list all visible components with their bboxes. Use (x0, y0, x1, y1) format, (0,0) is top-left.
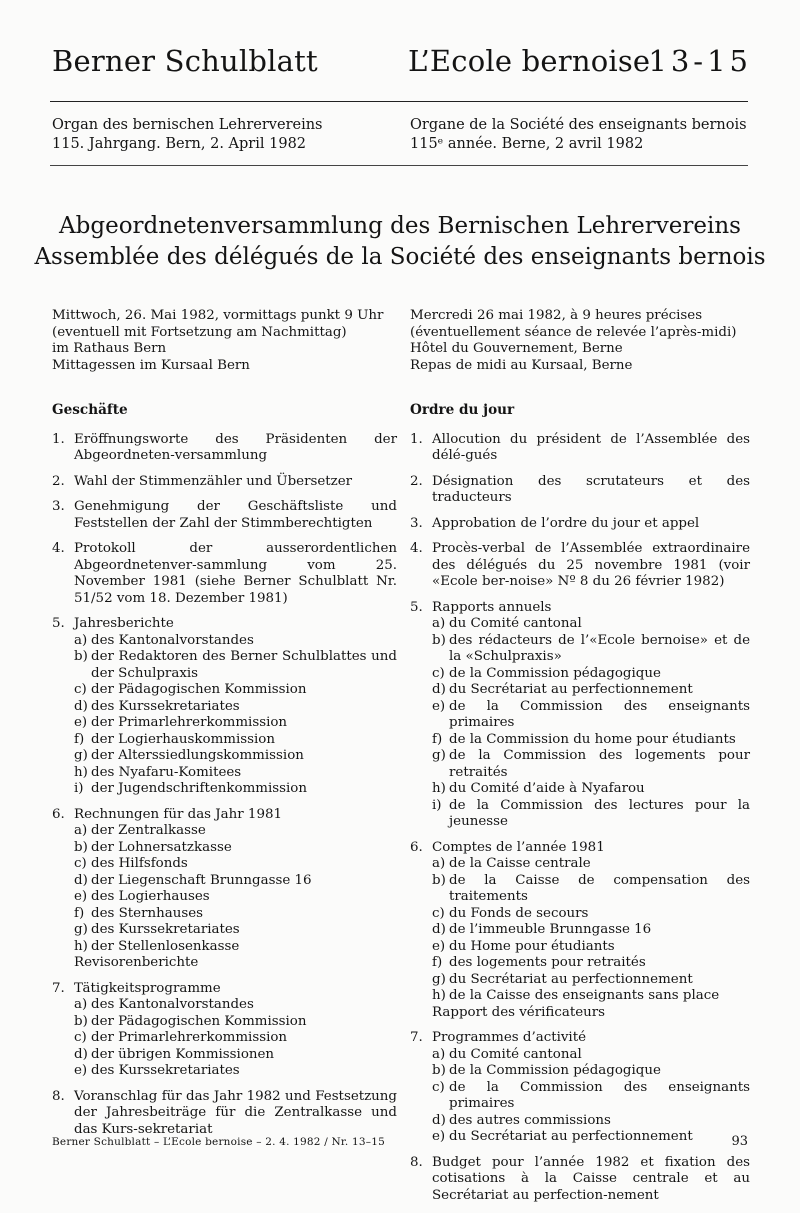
agenda-subitem-letter: a) (74, 632, 88, 648)
agenda-subitem-text: du Home pour étudiants (449, 938, 615, 954)
agenda-subitem (432, 748, 750, 781)
masthead (52, 44, 752, 98)
agenda-item-text: Budget pour l’année 1982 et fixation des cotisations à la Caisse centrale et au Secrétariat au perfection-nement (432, 1154, 750, 1203)
agenda-subitem-letter: a) (432, 616, 446, 631)
agenda-subitems (74, 823, 397, 955)
agenda-item-text: Comptes de l’année 1981 (432, 839, 605, 855)
subheader-de-line2: 115. Jahrgang. Bern, 2. April 1982 (52, 136, 307, 152)
agenda-subitem (432, 922, 750, 939)
agenda-subitem (432, 798, 750, 831)
agenda-subitem (432, 666, 750, 683)
agenda-subitem (432, 781, 750, 798)
agenda-subitem-text: der Stellenlosenkasse (91, 938, 240, 954)
agenda-subitem (74, 699, 397, 716)
agenda-subitem (74, 939, 397, 956)
agenda-subitem (74, 873, 397, 890)
agenda-item-number: 5. (410, 599, 423, 615)
agenda-item (52, 981, 397, 1080)
agenda-subitem (432, 616, 750, 633)
agenda-subitem (432, 1080, 750, 1113)
agenda-item-text: Wahl der Stimmenzähler und Übersetzer (74, 473, 353, 489)
agenda-subitem-text: des Hilfsfonds (91, 856, 188, 871)
meeting-detail-line: (eventuell mit Fortsetzung am Nachmittag) (52, 324, 347, 340)
agenda-subitem (74, 765, 397, 782)
agenda-item-number: 5. (52, 616, 65, 631)
agenda-item-body (432, 474, 750, 507)
agenda-item (410, 600, 750, 831)
agenda-subitem-text: du Secrétariat au perfectionnement (449, 1129, 693, 1144)
subheader-de (52, 116, 323, 154)
agenda-subitem-text: de la Commission pédagogique (449, 665, 661, 681)
agenda-subitem-text: der Primarlehrerkommission (91, 1030, 288, 1045)
agenda-subitem-text: de l’immeuble Brunngasse 16 (449, 922, 652, 937)
agenda-item (52, 616, 397, 798)
agenda-subitem-letter: e) (432, 698, 446, 714)
agenda-subitem-letter: b) (74, 839, 88, 855)
agenda-subitem (74, 1030, 397, 1047)
agenda-item-number: 1. (52, 431, 65, 447)
agenda-subitem (432, 988, 750, 1005)
agenda-subitem-text: des Kurssekretariates (91, 922, 240, 937)
agenda-subitem (432, 955, 750, 972)
agenda-subitem (432, 873, 750, 906)
agenda-subitems (432, 616, 750, 831)
agenda-subitem-text: des Kantonalvorstandes (91, 632, 254, 648)
agenda-heading: Ordre du jour (410, 402, 515, 418)
agenda-subitem-letter: d) (432, 1112, 446, 1128)
agenda-subitem (74, 997, 397, 1014)
subheader-fr-line2: 115ᵉ année. Berne, 2 avril 1982 (410, 136, 644, 152)
agenda-subitem-text: der Lohnersatzkasse (91, 839, 232, 855)
agenda-subitem-text: der Jugendschriftenkommission (91, 781, 307, 796)
agenda-subitem-letter: e) (74, 715, 88, 730)
agenda-item (52, 499, 397, 532)
agenda-subitem (432, 856, 750, 873)
agenda-item-note: Revisorenberichte (74, 955, 199, 970)
agenda-subitem-text: des Sternhauses (91, 905, 204, 921)
agenda-subitem (74, 856, 397, 873)
agenda-subitem-letter: e) (74, 1063, 88, 1078)
agenda-item-body (432, 432, 750, 465)
agenda-subitem-letter: d) (74, 698, 88, 714)
agenda-item (52, 474, 397, 491)
agenda-subitem-letter: c) (432, 905, 445, 921)
agenda-subitem-letter: b) (74, 1013, 88, 1029)
subheader-rule (50, 165, 748, 166)
agenda-item-number: 1. (410, 431, 423, 447)
agenda-subitem (432, 906, 750, 923)
agenda-subitem-text: du Secrétariat au perfectionnement (449, 971, 693, 987)
agenda-subitem-text: der übrigen Kommissionen (91, 1046, 275, 1062)
agenda-item (410, 840, 750, 1022)
masthead-title-fr: L’Ecole bernoise (408, 44, 651, 78)
agenda-subitem (74, 1063, 397, 1080)
agenda-subitem (74, 633, 397, 650)
agenda-item-text: Protokoll der ausserordentlichen Abgeordnetenver-sammlung vom 25. November 1981 (siehe Berner Schulblatt Nr. 51/52 vom 18. Dezember 1981) (74, 541, 397, 606)
agenda-subitem-letter: g) (432, 971, 446, 987)
agenda-subitem-letter: e) (432, 1129, 446, 1144)
agenda-item-text: Eröffnungsworte des Präsidenten der Abgeordneten-versammlung (74, 431, 397, 463)
agenda-subitem (74, 649, 397, 682)
agenda-item-number: 4. (52, 541, 65, 556)
agenda-subitem-text: der Pädagogischen Kommission (91, 1013, 307, 1029)
agenda-subitem-letter: b) (74, 649, 88, 664)
agenda-item (52, 807, 397, 972)
meeting-detail-line: Hôtel du Gouvernement, Berne (410, 341, 623, 356)
meeting-detail-line: Mercredi 26 mai 1982, à 9 heures précises (410, 308, 703, 323)
agenda-subitem (432, 1129, 750, 1146)
agenda-item-body (74, 1089, 397, 1139)
agenda-subitem-text: des rédacteurs de l’«Ecole bernoise» et de la «Schulpraxis» (449, 632, 750, 664)
article-title-fr: Assemblée des délégués de la Société des enseignants bernois (34, 244, 766, 270)
agenda-subitem-text: de la Caisse de compensation des traitements (449, 872, 750, 904)
agenda-subitem (432, 633, 750, 666)
issue-number: 13-15 (648, 44, 752, 78)
agenda-item-text: Tätigkeitsprogramme (74, 980, 221, 996)
agenda-subitem-letter: g) (432, 748, 446, 763)
column-german (52, 308, 397, 1147)
agenda-subitem (74, 715, 397, 732)
agenda-item-body (432, 840, 750, 1022)
agenda-item-body (74, 474, 397, 491)
agenda-item-number: 7. (52, 980, 65, 996)
agenda-item-number: 6. (410, 839, 423, 855)
agenda-subitem (432, 682, 750, 699)
agenda-subitem-letter: c) (432, 1079, 445, 1095)
agenda-item-text: Genehmigung der Geschäftsliste und Feststellen der Zahl der Stimmberechtigten (74, 499, 397, 531)
agenda-subitem-text: de la Commission du home pour étudiants (449, 731, 736, 747)
agenda-subitems (432, 1047, 750, 1146)
agenda-subitem (432, 699, 750, 732)
agenda-item-number: 7. (410, 1030, 423, 1045)
agenda-subitem-letter: f) (74, 731, 85, 747)
agenda-subitem-letter: d) (432, 922, 446, 937)
agenda-subitem (74, 823, 397, 840)
agenda-subitem-letter: h) (74, 938, 88, 954)
meeting-details (52, 308, 397, 374)
agenda-item-number: 3. (410, 515, 423, 531)
agenda-subitems (74, 633, 397, 798)
agenda-item-body (74, 541, 397, 607)
agenda-subitem (74, 748, 397, 765)
agenda-item-text: Jahresberichte (74, 616, 174, 631)
agenda-subitems (432, 856, 750, 1005)
agenda-item-text: Approbation de l’ordre du jour et appel (432, 515, 700, 531)
agenda-subitem-text: du Comité cantonal (449, 1046, 582, 1062)
agenda-item-body (432, 600, 750, 831)
agenda-subitem-letter: g) (74, 748, 88, 763)
masthead-title-de: Berner Schulblatt (52, 44, 318, 78)
meeting-detail-line: Repas de midi au Kursaal, Berne (410, 357, 633, 373)
agenda-subitem-letter: f) (432, 955, 443, 970)
column-french (410, 308, 750, 1213)
article-title-de: Abgeordnetenversammlung des Bernischen Lehrervereins (59, 213, 741, 239)
agenda-subitem (432, 1063, 750, 1080)
agenda-subitem (432, 1113, 750, 1130)
agenda-item-body (74, 807, 397, 972)
agenda-subitem (432, 732, 750, 749)
agenda-subitem-text: de la Caisse centrale (449, 856, 591, 871)
page-number: 93 (731, 1134, 748, 1149)
agenda-subitem-text: des Kurssekretariates (91, 698, 240, 714)
footer-text: Berner Schulblatt – L’Ecole bernoise – 2. 4. 1982 / Nr. 13–15 (52, 1136, 385, 1148)
meeting-detail-line: (éventuellement séance de relevée l’après-midi) (410, 324, 737, 340)
agenda-subitem-text: du Comité cantonal (449, 616, 582, 631)
agenda-item (52, 1089, 397, 1139)
agenda-item-body (432, 1030, 750, 1146)
agenda-subitem (74, 1014, 397, 1031)
meeting-detail-line: Mittwoch, 26. Mai 1982, vormittags punkt 9 Uhr (52, 308, 384, 323)
agenda-subitem (74, 781, 397, 798)
agenda-subitem (74, 682, 397, 699)
agenda-subitem-letter: e) (74, 889, 88, 904)
agenda-subitem-letter: h) (432, 988, 446, 1003)
agenda-subitem-text: de la Commission pédagogique (449, 1063, 661, 1078)
agenda-subitem-text: der Alterssiedlungskommission (91, 748, 304, 763)
agenda-item-text: Rapports annuels (432, 599, 552, 615)
agenda-subitem-text: de la Commission des lectures pour la jeunesse (449, 797, 750, 829)
agenda-item-text: Allocution du président de l’Assemblée des délé-gués (432, 431, 750, 463)
agenda-item-text: Procès-verbal de l’Assemblée extraordinaire des délégués du 25 novembre 1981 (voir «Ecole ber-noise» Nº 8 du 26 février 1982) (432, 541, 750, 589)
agenda-subitem-text: de la Caisse des enseignants sans place (449, 988, 720, 1003)
agenda-subitem-text: der Redaktoren des Berner Schulblattes und der Schulpraxis (91, 649, 397, 681)
agenda-subitem-text: der Logierhauskommission (91, 731, 275, 747)
agenda-subitem-letter: f) (432, 731, 443, 747)
agenda-subitems (74, 997, 397, 1080)
agenda-item-note: Rapport des vérificateurs (432, 1004, 606, 1020)
meeting-details (410, 308, 750, 374)
agenda-item-text: Programmes d’activité (432, 1030, 587, 1045)
agenda-subitem-text: der Zentralkasse (91, 823, 206, 838)
agenda-subitem (74, 732, 397, 749)
agenda-subitem-text: de la Commission des logements pour retraités (449, 748, 750, 780)
agenda-subitem-text: des Nyafaru-Komitees (91, 764, 242, 780)
agenda-subitem-text: des Kurssekretariates (91, 1063, 240, 1078)
agenda-subitem (74, 1047, 397, 1064)
agenda-item-number: 8. (410, 1154, 423, 1170)
agenda-subitem-letter: i) (432, 797, 442, 813)
agenda-subitem-letter: i) (74, 781, 84, 796)
agenda-item (410, 1155, 750, 1205)
meeting-detail-line: im Rathaus Bern (52, 341, 167, 356)
subheader-fr (410, 116, 747, 154)
agenda-subitem-letter: a) (74, 823, 88, 838)
agenda-subitem-text: de la Commission des enseignants primaires (449, 698, 750, 730)
agenda-subitem-text: des autres commissions (449, 1112, 611, 1128)
agenda-item (410, 1030, 750, 1146)
agenda-subitem (432, 1047, 750, 1064)
agenda-item-number: 8. (52, 1088, 65, 1104)
article-title (0, 211, 800, 273)
agenda-subitem-text: du Comité d’aide à Nyafarou (449, 781, 645, 796)
agenda-subitem-letter: b) (432, 1063, 446, 1078)
agenda-item-body (74, 499, 397, 532)
agenda-subitem-letter: g) (74, 922, 88, 937)
agenda-subitem-letter: d) (432, 682, 446, 697)
agenda-item-body (74, 432, 397, 465)
agenda-item-body (432, 541, 750, 591)
agenda-item-number: 2. (52, 473, 65, 489)
agenda-item-number: 6. (52, 806, 65, 822)
agenda-subitem-letter: d) (74, 872, 88, 888)
agenda-item-number: 3. (52, 499, 65, 514)
agenda-subitem-letter: b) (432, 632, 446, 648)
agenda-subitem-text: du Fonds de secours (449, 905, 589, 921)
agenda-item-text: Rechnungen für das Jahr 1981 (74, 806, 283, 822)
agenda-subitem (432, 939, 750, 956)
agenda-item (52, 432, 397, 465)
agenda-subitem-letter: a) (432, 856, 446, 871)
agenda-item-body (432, 516, 750, 533)
agenda-subitem (74, 889, 397, 906)
agenda-subitem-letter: c) (74, 682, 87, 697)
agenda-heading: Geschäfte (52, 402, 128, 418)
agenda-subitem (432, 972, 750, 989)
masthead-rule (50, 101, 748, 102)
agenda-item-body (432, 1155, 750, 1205)
subheader-de-line1: Organ des bernischen Lehrervereins (52, 117, 323, 133)
agenda-subitem-letter: c) (74, 1030, 87, 1045)
agenda-item-text: Désignation des scrutateurs et des traducteurs (432, 473, 750, 505)
agenda-item-body (74, 981, 397, 1080)
agenda-subitem-text: der Primarlehrerkommission (91, 715, 288, 730)
agenda-item (410, 541, 750, 591)
agenda-item (410, 474, 750, 507)
agenda-subitem-text: du Secrétariat au perfectionnement (449, 682, 693, 697)
agenda-subitem-letter: f) (74, 905, 85, 921)
agenda-subitem-letter: e) (432, 938, 446, 954)
agenda-subitem (74, 922, 397, 939)
agenda-subitem-letter: a) (432, 1046, 446, 1062)
agenda-subitem-letter: h) (432, 781, 446, 796)
agenda-subitem-text: der Liegenschaft Brunngasse 16 (91, 872, 312, 888)
agenda-subitem-text: der Pädagogischen Kommission (91, 682, 307, 697)
agenda-item-number: 2. (410, 473, 423, 489)
agenda-subitem (74, 906, 397, 923)
agenda-subitem (74, 840, 397, 857)
agenda-item (410, 516, 750, 533)
agenda-item-number: 4. (410, 541, 423, 556)
agenda-subitem-text: des Kantonalvorstandes (91, 997, 254, 1012)
agenda-item-body (74, 616, 397, 798)
agenda-item (52, 541, 397, 607)
agenda-subitem-text: des logements pour retraités (449, 955, 646, 970)
agenda-subitem-letter: c) (74, 856, 87, 871)
agenda-subitem-letter: h) (74, 764, 88, 780)
agenda-subitem-text: de la Commission des enseignants primaires (449, 1079, 750, 1111)
agenda-subitem-text: des Logierhauses (91, 889, 210, 904)
subheader-fr-line1: Organe de la Société des enseignants bernois (410, 117, 747, 133)
agenda-subitem-letter: b) (432, 872, 446, 888)
meeting-detail-line: Mittagessen im Kursaal Bern (52, 357, 250, 373)
agenda-subitem-letter: d) (74, 1046, 88, 1062)
agenda-subitem-letter: c) (432, 665, 445, 681)
agenda-subitem-letter: a) (74, 997, 88, 1012)
agenda-item-text: Voranschlag für das Jahr 1982 und Festsetzung der Jahresbeiträge für die Zentralkasse und das Kurs-sekretariat (74, 1088, 397, 1137)
agenda-item (410, 432, 750, 465)
